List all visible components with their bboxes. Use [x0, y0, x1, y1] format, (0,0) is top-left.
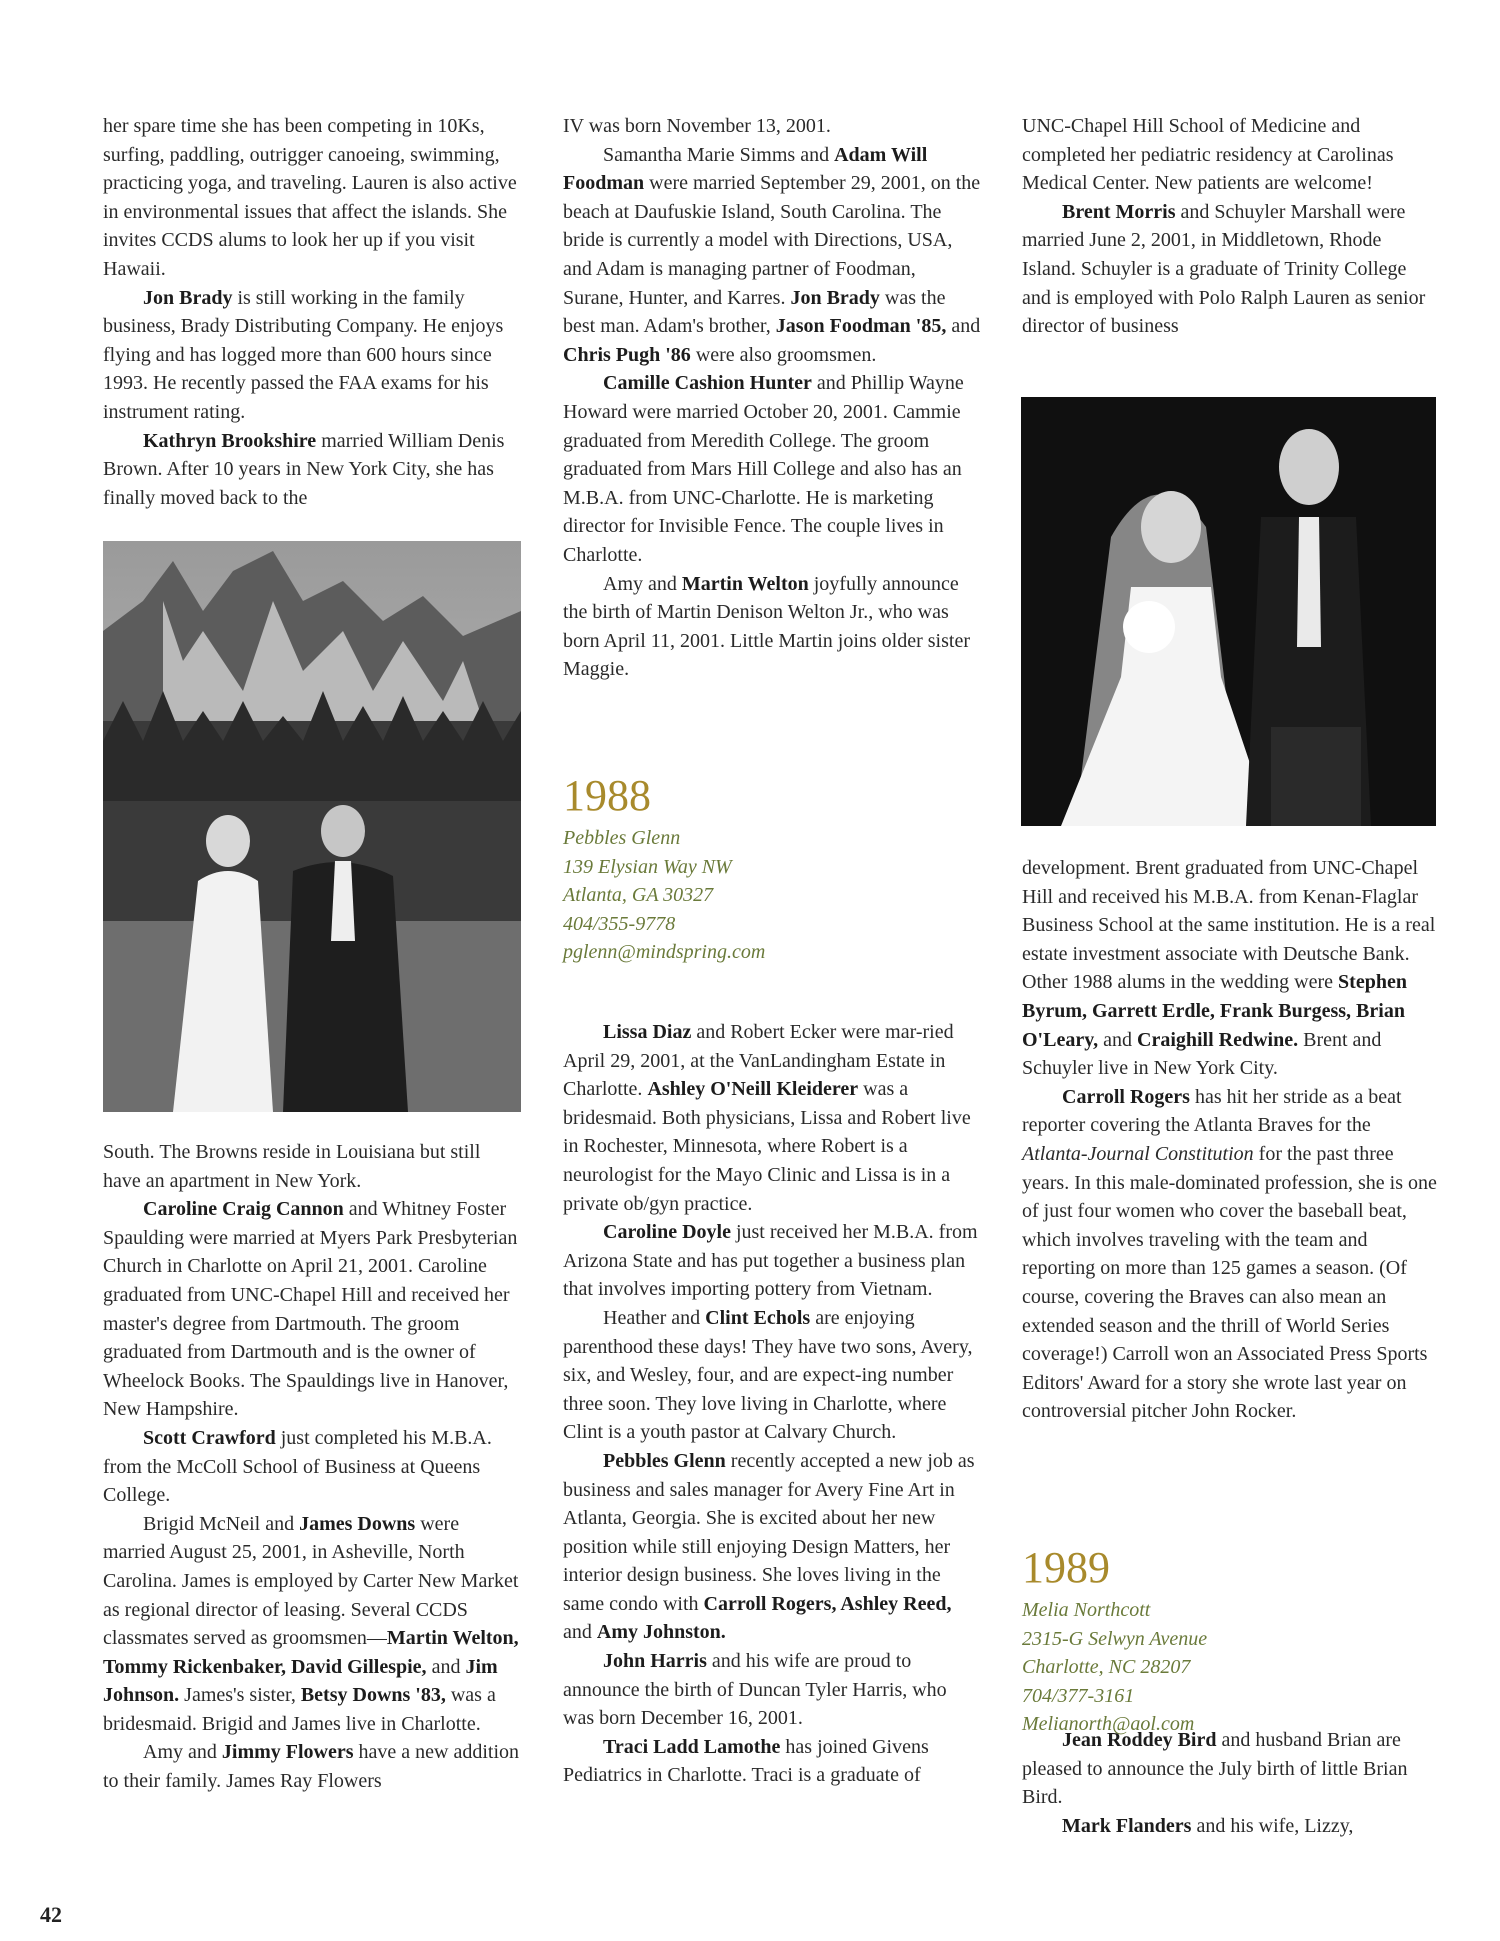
class-contact-email: pglenn@mindspring.com	[563, 941, 766, 964]
wedding-couple-image	[1021, 397, 1436, 826]
column-3-top	[1022, 112, 1440, 341]
class-contact-city: Charlotte, NC 28207	[1022, 1656, 1191, 1679]
paragraph-brady: Jon Brady is still working in the family business, Brady Distributing Company. He enjoys flying and has logged more than 600 hours since 1993. He recently passed the FAA exams for his instrument rating.	[103, 286, 504, 423]
paragraph-foodman: Samantha Marie Simms and Adam Will Foodman were married September 29, 2001, on the beach at Daufuskie Island, South Carolina. The bride is currently a model with Directions, USA, and Adam is managing partner of Foodman, Surane, Hunter, and Karres. Jon Brady was the best man. Adam's brother, Jason Foodman '85, and Chris Pugh '86 were also groomsmen.	[563, 143, 981, 366]
column-3-bottom	[1022, 1726, 1440, 1840]
paragraph-lamothe: Traci Ladd Lamothe has joined Givens Pediatrics in Charlotte. Traci is a graduate of	[563, 1735, 929, 1787]
mountain-couple-image	[103, 541, 521, 1112]
column-1-top	[103, 112, 521, 512]
class-contact-street: 139 Elysian Way NW	[563, 855, 732, 878]
photo-couple-mountains	[103, 541, 521, 1112]
class-contact-phone: 704/377-3161	[1022, 1684, 1135, 1707]
class-year-1988: 1988	[563, 771, 651, 820]
column-3-middle	[1022, 854, 1440, 1426]
paragraph-harris: John Harris and his wife are proud to announce the birth of Duncan Tyler Harris, who was born December 16, 2001.	[563, 1650, 947, 1730]
paragraph-bird: Jean Roddey Bird and husband Brian are pleased to announce the July birth of little Brian Bird.	[1022, 1729, 1408, 1809]
class-year-1989: 1989	[1022, 1543, 1110, 1592]
paragraph-doyle: Caroline Doyle just received her M.B.A. from Arizona State and has put together a business plan that involves importing pottery from Vietnam.	[563, 1221, 978, 1301]
paragraph-echols: Heather and Clint Echols are enjoying parenthood these days! They have two sons, Avery, six, and Wesley, four, and are expect-ing number three soon. They love living in Charlotte, where Clint is a youth pastor at Calvary Church.	[563, 1306, 973, 1444]
paragraph-hunter: Camille Cashion Hunter and Phillip Wayne Howard were married October 20, 2001. Cammie graduated from Meredith College. The groom graduated from Mars Hill College and also has an M.B.A. from UNC-Charlotte. He is marketing director for Invisible Fence. The couple lives in Charlotte.	[563, 372, 964, 566]
paragraph-glenn: Pebbles Glenn recently accepted a new job as business and sales manager for Avery Fine Art in Atlanta, Georgia. She is excited about her new position while still enjoying Design Matters, her interior design business. She loves living in the same condo with Carroll Rogers, Ashley Reed, and Amy Johnston.	[563, 1449, 975, 1644]
class-1989-header	[1022, 1543, 1440, 1739]
class-contact-name: Melia Northcott	[1022, 1599, 1151, 1621]
paragraph-lamothe-cont: UNC-Chapel Hill School of Medicine and completed her pediatric residency at Carolinas Medical Center. New patients are welcome!	[1022, 115, 1394, 195]
paragraph-flowers: Amy and Jimmy Flowers have a new addition to their family. James Ray Flowers	[103, 1741, 520, 1793]
paragraph-brookshire: Kathryn Brookshire married William Denis Brown. After 10 years in New York City, she has finally moved back to the	[103, 429, 505, 509]
paragraph-flanders: Mark Flanders and his wife, Lizzy,	[1062, 1814, 1354, 1837]
class-contact-city: Atlanta, GA 30327	[563, 884, 714, 907]
paragraph-cannon: Caroline Craig Cannon and Whitney Foster Spaulding were married at Myers Park Presbyterian Church in Charlotte on April 21, 2001. Caroline graduated from UNC-Chapel Hill and received her master's degree from Dartmouth. The groom graduated from Dartmouth and is the owner of Wheelock Books. The Spauldings live in Hanover, New Hampshire.	[103, 1198, 518, 1421]
paragraph-diaz: Lissa Diaz and Robert Ecker were mar-ried April 29, 2001, at the VanLandingham Estate in Charlotte. Ashley O'Neill Kleiderer was a bridesmaid. Both physicians, Lissa and Robert live in Rochester, Minnesota, where Robert is a neurologist for the Mayo Clinic and Lissa is in a private ob/gyn practice.	[563, 1021, 971, 1215]
paragraph-flowers-cont: IV was born November 13, 2001.	[563, 115, 831, 137]
name-kathryn-brookshire: Kathryn Brookshire	[143, 429, 317, 452]
column-2-top	[563, 112, 981, 684]
class-contact-name: Pebbles Glenn	[563, 827, 681, 849]
column-2-bottom	[563, 1018, 981, 1790]
paragraph-welton: Amy and Martin Welton joyfully announce the birth of Martin Denison Welton Jr., who was born April 11, 2001. Little Martin joins older sister Maggie.	[563, 572, 970, 681]
class-contact-phone: 404/355-9778	[563, 912, 676, 935]
class-contact-email: Melianorth@aol.com	[1022, 1713, 1195, 1736]
class-1988-header	[563, 771, 981, 967]
paragraph-downs: Brigid McNeil and James Downs were married August 25, 2001, in Asheville, North Carolina. James is employed by Carter New Market as regional director of leasing. Several CCDS classmates served as groomsmen—Martin Welton, Tommy Rickenbaker, David Gillespie, and Jim Johnson. James's sister, Betsy Downs '83, was a bridesmaid. Brigid and James live in Charlotte.	[103, 1512, 519, 1735]
column-1-bottom	[103, 1138, 521, 1796]
paragraph-morris-cont: development. Brent graduated from UNC-Chapel Hill and received his M.B.A. from Kenan-Flaglar Business School at the same institution. He is a real estate investment associate with Deutsche Bank. Other 1988 alums in the wedding were Stephen Byrum, Garrett Erdle, Frank Burgess, Brian O'Leary, and Craighill Redwine. Brent and Schuyler live in New York City.	[1022, 857, 1436, 1080]
page-number: 42	[40, 1902, 62, 1927]
paragraph-lauren: her spare time she has been competing in 10Ks, surfing, paddling, outrigger canoeing, swimming, practicing yoga, and traveling. Lauren is also active in environmental issues that affect the islands. She invites CCDS alums to look her up if you visit Hawaii.	[103, 115, 517, 280]
photo-wedding-couple	[1021, 397, 1436, 826]
paragraph-crawford: Scott Crawford just completed his M.B.A. from the McColl School of Business at Queens College.	[103, 1426, 492, 1507]
paragraph-rogers: Carroll Rogers has hit her stride as a beat reporter covering the Atlanta Braves for the Atlanta-Journal Constitution for the past three years. In this male-dominated profession, she is one of just four women who cover the baseball beat, which involves traveling with the team and reporting on more than 125 games a season. (Of course, covering the Braves can also mean an extended season and the thrill of World Series coverage!) Carroll won an Associated Press Sports Editors' Award for a story she wrote last year on controversial pitcher John Rocker.	[1022, 1085, 1437, 1423]
name-jon-brady: Jon Brady	[143, 286, 233, 309]
paragraph-south: South. The Browns reside in Louisiana but still have an apartment in New York.	[103, 1141, 481, 1192]
paragraph-morris: Brent Morris and Schuyler Marshall were married June 2, 2001, in Middletown, Rhode Island. Schuyler is a graduate of Trinity College and is employed with Polo Ralph Lauren as senior director of business	[1022, 200, 1426, 338]
class-contact-street: 2315-G Selwyn Avenue	[1022, 1627, 1208, 1650]
